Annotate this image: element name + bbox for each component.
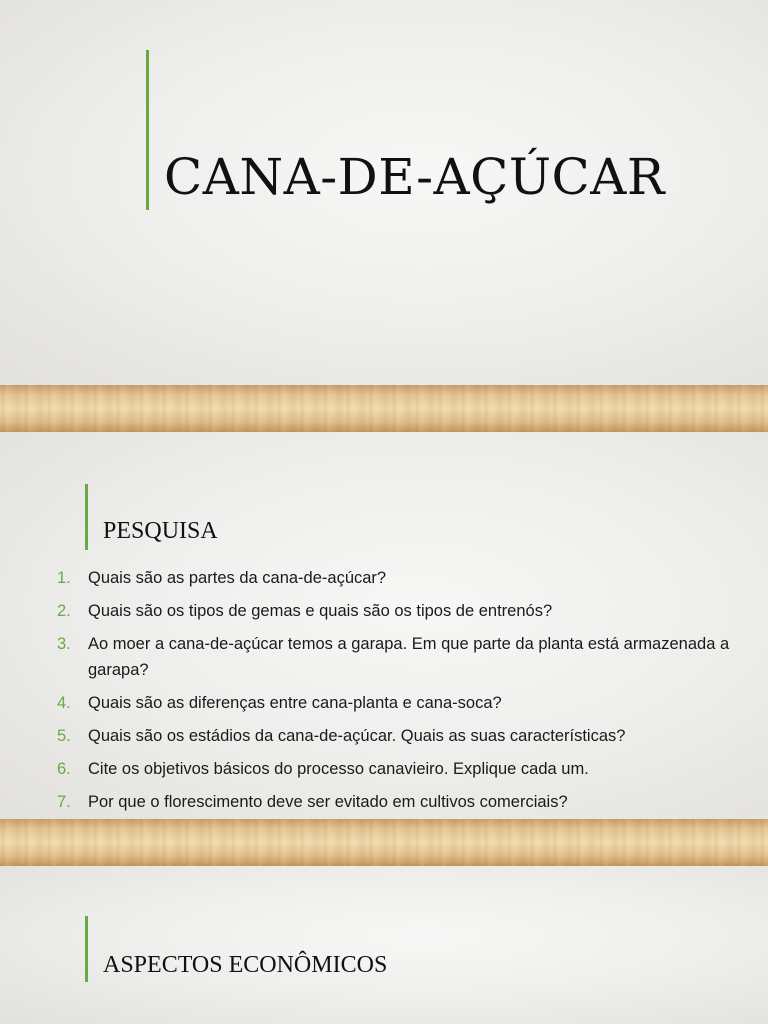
list-item — [57, 756, 737, 782]
list-number: 5. — [57, 727, 71, 745]
economics-heading: ASPECTOS ECONÔMICOS — [103, 952, 388, 978]
list-number: 6. — [57, 760, 71, 778]
list-number: 4. — [57, 694, 71, 712]
list-item — [57, 631, 737, 683]
question-text: Quais são as partes da cana-de-açúcar? — [88, 569, 387, 587]
title-accent-bar — [146, 50, 149, 210]
list-item — [57, 723, 737, 749]
economics-slide — [0, 866, 768, 1024]
list-number: 1. — [57, 569, 71, 587]
question-text: Quais são os tipos de gemas e quais são os tipos de entrenós? — [88, 602, 553, 620]
question-text: Por que o florescimento deve ser evitado em cultivos comerciais? — [88, 793, 568, 811]
list-item — [57, 789, 737, 815]
list-number: 3. — [57, 635, 71, 653]
list-item — [57, 565, 737, 591]
title-slide — [0, 0, 768, 385]
question-text: Quais são as diferenças entre cana-planta e cana-soca? — [88, 694, 502, 712]
wood-divider — [0, 819, 768, 866]
question-text: Ao moer a cana-de-açúcar temos a garapa. Em que parte da planta está armazenada a garapa? — [88, 635, 730, 679]
research-heading: PESQUISA — [103, 518, 218, 544]
wood-divider — [0, 385, 768, 432]
list-number: 7. — [57, 793, 71, 811]
slide-title: CANA-DE-AÇÚCAR — [164, 148, 666, 206]
list-item — [57, 690, 737, 716]
list-number: 2. — [57, 602, 71, 620]
research-slide — [0, 432, 768, 819]
economics-accent-bar — [85, 916, 88, 982]
question-text: Quais são os estádios da cana-de-açúcar. Quais as suas características? — [88, 727, 626, 745]
question-list — [57, 565, 737, 819]
question-text: Cite os objetivos básicos do processo canavieiro. Explique cada um. — [88, 760, 589, 778]
research-accent-bar — [85, 484, 88, 550]
list-item — [57, 598, 737, 624]
